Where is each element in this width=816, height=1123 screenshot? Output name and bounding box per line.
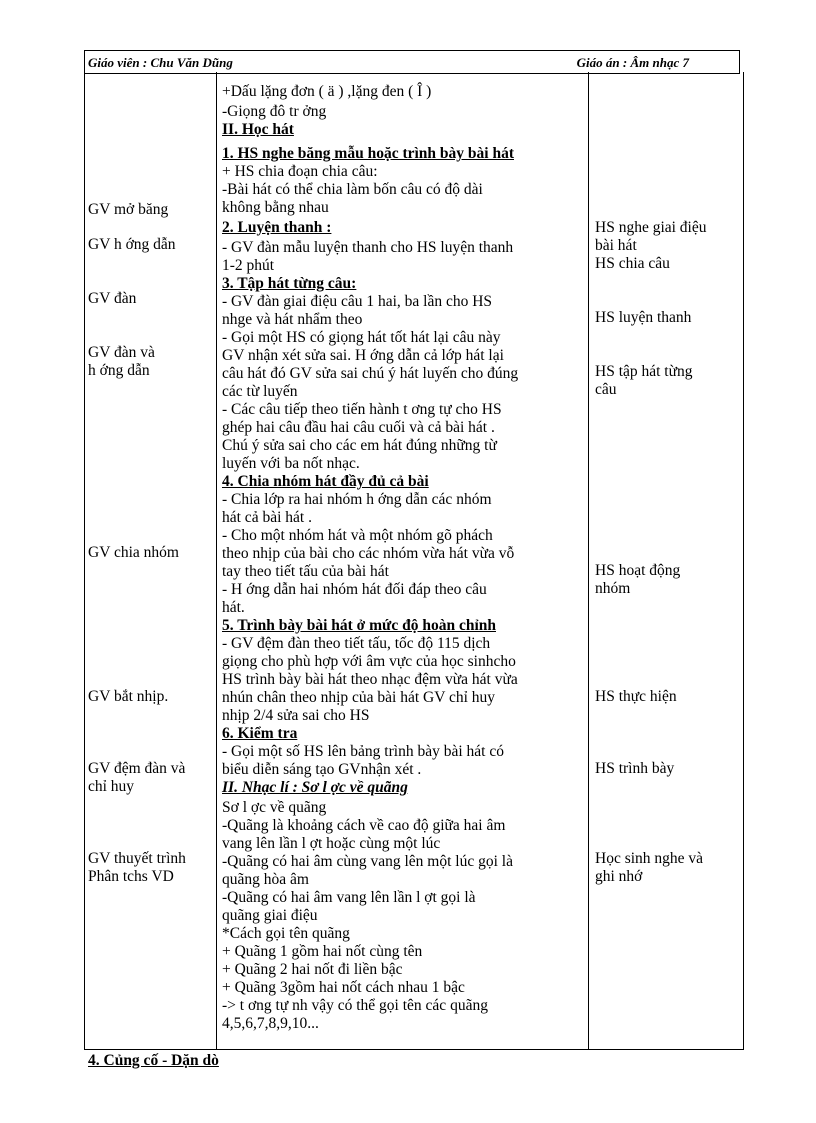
content-line: giọng cho phù hợp với âm vực của học sinhcho: [222, 653, 516, 670]
column-divider-left: [216, 72, 217, 1049]
teacher-activity: GV mở băng: [88, 201, 169, 218]
student-activity: Học sinh nghe và: [595, 850, 704, 867]
content-line: tay theo tiết tấu của bài hát: [222, 563, 389, 580]
content-line: Sơ l ợc về quãng: [222, 799, 327, 816]
student-activity: HS luyện thanh: [595, 309, 692, 326]
content-line: các từ luyến: [222, 383, 298, 400]
content-line: nhịp 2/4 sửa sai cho HS: [222, 707, 370, 724]
content-line: GV nhận xét sửa sai. H ớng dẫn cả lớp hát lại: [222, 347, 504, 364]
student-activity: HS tập hát từng: [595, 363, 693, 380]
content-line: hát cả bài hát .: [222, 509, 312, 526]
section-heading: II. Học hát: [222, 121, 294, 138]
content-line: -Giọng đô tr ởng: [222, 103, 327, 120]
teacher-activity: GV bắt nhịp.: [88, 688, 169, 705]
section-footer-heading: 4. Củng cố - Dặn dò: [88, 1052, 219, 1069]
content-line: - Gọi một HS có giọng hát tốt hát lại câu này: [222, 329, 501, 346]
content-line: *Cách gọi tên quãng: [222, 925, 350, 942]
content-line: câu hát đó GV sửa sai chú ý hát luyến cho đúng: [222, 365, 519, 382]
teacher-activity: chỉ huy: [88, 778, 135, 795]
content-line: vang lên lần l ợt hoặc cùng một lúc: [222, 835, 441, 852]
content-line: -> t ơng tự nh vậy có thể gọi tên các quãng: [222, 997, 488, 1014]
teacher-activity: h ớng dẫn: [88, 362, 150, 379]
teacher-name: Giáo viên : Chu Văn Dũng: [88, 55, 233, 70]
page-header: [84, 50, 740, 74]
section-heading: 3. Tập hát từng câu:: [222, 275, 357, 292]
content-line: -Quãng có hai âm vang lên lần l ợt gọi là: [222, 889, 476, 906]
content-line: quãng giai điệu: [222, 907, 318, 924]
content-line: - GV đệm đàn theo tiết tấu, tốc độ 115 dịch: [222, 635, 491, 652]
student-activity: HS trình bày: [595, 760, 675, 777]
section-heading: 4. Chia nhóm hát đầy đủ cả bài: [222, 473, 429, 490]
teacher-activity: GV đàn và: [88, 344, 155, 361]
student-activity: câu: [595, 381, 617, 398]
content-line: -Bài hát có thể chia làm bốn câu có độ dài: [222, 181, 483, 198]
content-line: không bằng nhau: [222, 199, 329, 216]
content-line: + Quãng 2 hai nốt đi liền bậc: [222, 961, 403, 978]
section-heading: 6. Kiểm tra: [222, 725, 298, 742]
teacher-activity: Phân tchs VD: [88, 868, 174, 885]
teacher-activity: GV đàn: [88, 290, 137, 307]
content-line: + Quãng 1 gồm hai nốt cùng tên: [222, 943, 423, 960]
teacher-activity: GV thuyết trình: [88, 850, 186, 867]
content-line: - Các câu tiếp theo tiến hành t ơng tự cho HS: [222, 401, 502, 418]
content-line: + Quãng 3gồm hai nốt cách nhau 1 bậc: [222, 979, 465, 996]
content-line: -Quãng là khoảng cách về cao độ giữa hai âm: [222, 817, 506, 834]
content-line: nhge và hát nhẩm theo: [222, 311, 363, 328]
content-line: - Gọi một số HS lên bảng trình bày bài hát có: [222, 743, 504, 760]
student-activity: nhóm: [595, 580, 631, 597]
content-line: - GV đàn giai điệu câu 1 hai, ba lần cho HS: [222, 293, 493, 310]
content-line: ghép hai câu đầu hai câu cuối và cả bài hát .: [222, 419, 495, 436]
content-line: - Chia lớp ra hai nhóm h ớng dẫn các nhóm: [222, 491, 492, 508]
content-line: 1-2 phút: [222, 257, 275, 274]
student-activity: HS nghe giai điệu: [595, 219, 707, 236]
content-line: hát.: [222, 599, 245, 616]
content-line: nhún chân theo nhịp của bài hát GV chỉ huy: [222, 689, 496, 706]
content-line: - GV đàn mẫu luyện thanh cho HS luyện thanh: [222, 239, 514, 256]
section-heading: 1. HS nghe băng mẫu hoặc trình bày bài hát: [222, 145, 514, 162]
content-line: theo nhịp của bài cho các nhóm vừa hát vừa vỗ: [222, 545, 515, 562]
content-line: +Dấu lặng đơn ( ä ) ,lặng đen ( Î ): [222, 83, 432, 100]
content-line: HS trình bày bài hát theo nhạc đệm vừa hát vừa: [222, 671, 518, 688]
content-line: - H ớng dẫn hai nhóm hát đối đáp theo câu: [222, 581, 487, 598]
section-heading: II. Nhạc lí : Sơ l ợc về quãng: [222, 779, 408, 796]
student-activity: ghi nhớ: [595, 868, 643, 885]
content-line: Chú ý sửa sai cho các em hát đúng những từ: [222, 437, 497, 454]
student-activity: HS hoạt động: [595, 562, 681, 579]
student-activity: HS thực hiện: [595, 688, 677, 705]
teacher-activity: GV đệm đàn và: [88, 760, 186, 777]
lesson-table: [84, 72, 744, 1050]
section-heading: 2. Luyện thanh :: [222, 219, 332, 236]
content-line: luyến với ba nốt nhạc.: [222, 455, 360, 472]
teacher-activity: GV h ớng dẫn: [88, 236, 176, 253]
content-line: -Quãng có hai âm cùng vang lên một lúc gọi là: [222, 853, 513, 870]
teacher-activity: GV chia nhóm: [88, 544, 179, 561]
content-line: - Cho một nhóm hát và một nhóm gõ phách: [222, 527, 493, 544]
lesson-title: Giáo án : Âm nhạc 7: [576, 55, 689, 70]
content-line: + HS chia đoạn chia câu:: [222, 163, 378, 180]
student-activity: bài hát: [595, 237, 637, 254]
column-divider-right: [588, 72, 589, 1049]
content-line: quãng hòa âm: [222, 871, 309, 888]
section-heading: 5. Trình bày bài hát ở mức độ hoàn chỉnh: [222, 617, 496, 634]
content-line: biểu diễn sáng tạo GVnhận xét .: [222, 761, 422, 778]
student-activity: HS chia câu: [595, 255, 670, 272]
content-line: 4,5,6,7,8,9,10...: [222, 1015, 319, 1032]
